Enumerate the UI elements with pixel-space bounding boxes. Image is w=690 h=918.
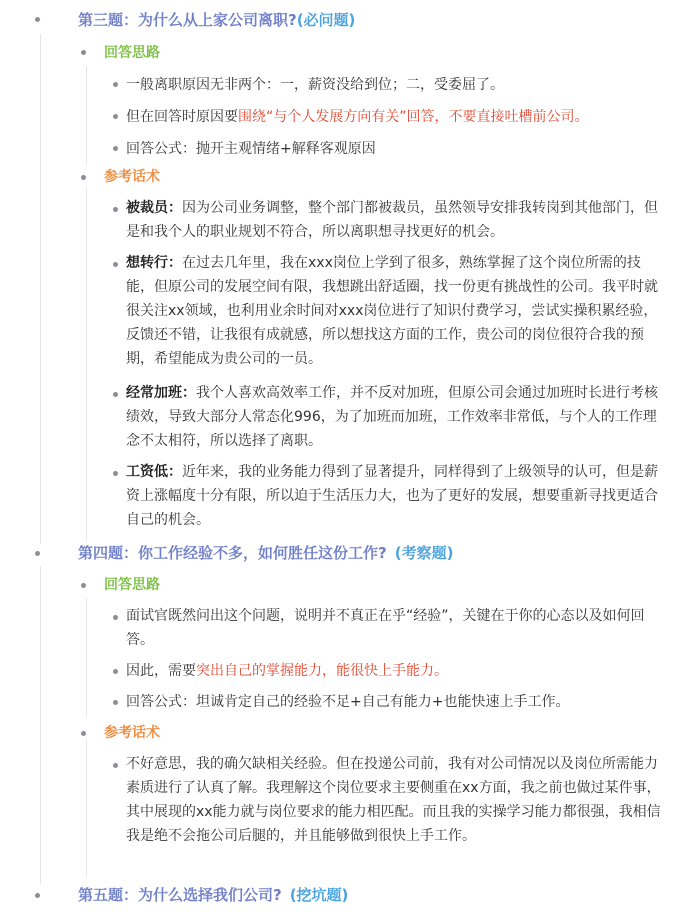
q3-script-item-text: 因为公司业务调整，整个部门都被裁员，虽然领导安排我转岗到其他部门，但是和我个人的职业规划不符合，所以离职想寻找更好的机会。: [126, 200, 658, 240]
q3-approach-point-2: [126, 105, 589, 129]
bullet: [113, 471, 118, 476]
outline-guide-q4-script: [86, 740, 87, 876]
bullet: [113, 669, 118, 674]
outline-guide-q3: [40, 34, 41, 544]
bullet: [35, 893, 40, 898]
q3-approach-point-1: 一般离职原因无非两个：一，薪资没给到位；二，受委屈了。: [126, 77, 504, 93]
q4-approach-formula: 回答公式：坦诚肯定自己的经验不足+自己有能力+也能快速上手工作。: [126, 694, 570, 710]
q3-script-item-text: 我个人喜欢高效率工作，并不反对加班，但原公司会通过加班时长进行考核绩效，导致大部分人常态化996，为了加班而加班，工作效率非常低，与个人的工作理念不太相符，所以选择了离职。: [126, 385, 658, 449]
q3-script-item-label: 想转行：: [126, 255, 182, 271]
question-3-tag: (必问题): [296, 11, 356, 29]
bullet: [81, 50, 86, 55]
q4-approach-point-2: [126, 659, 448, 683]
q3-script-item-text: 在过去几年里，我在xxx岗位上学到了很多，熟练掌握了这个岗位所需的技能，但原公司的发展空间有限，我想跳出舒适圈，找一份更有挑战性的公司。我平时就很关注xx领域，也利用业余时间对xxx岗位进行了知识付费学习，尝试实操积累经验，反馈还不错，让我很有成就感，所以想找这方面的工作，贵公司的岗位很符合我的预期，希望能成为贵公司的一员。: [126, 255, 658, 367]
q3-approach-formula: 回答公式：抛开主观情绪+解释客观原因: [126, 141, 376, 157]
question-4-title: 第四题：你工作经验不多，如何胜任这份工作?: [78, 544, 387, 562]
q3-script-item-laid-off: [126, 196, 666, 244]
bullet: [81, 583, 86, 588]
question-5-title: 第五题：为什么选择我们公司?: [78, 886, 282, 904]
bullet: [113, 262, 118, 267]
outline-guide-q4: [40, 566, 41, 884]
q3-script-item-label: 经常加班：: [126, 385, 196, 401]
bullet: [113, 700, 118, 705]
q3-approach-point-2-highlight: 围绕“与个人发展方向有关”回答，不要直接吐槽前公司。: [238, 109, 589, 125]
q3-script-heading: 参考话术: [104, 169, 160, 185]
question-5-tag: (挖坑题): [289, 886, 349, 904]
bullet: [113, 82, 118, 87]
question-4-heading: [78, 542, 453, 564]
q3-approach-heading: 回答思路: [104, 45, 160, 61]
bullet: [113, 114, 118, 119]
bullet: [113, 763, 118, 768]
q4-approach-point-2-highlight: 突出自己的掌握能力，能很快上手能力。: [196, 663, 448, 679]
bullet: [35, 551, 40, 556]
bullet: [35, 17, 40, 22]
q4-approach-point-2-text: 因此，需要: [126, 663, 196, 679]
question-3-title: 第三题：为什么从上家公司离职?: [78, 11, 297, 29]
q3-script-item-career-change: [126, 251, 666, 371]
q3-script-item-label: 工资低：: [126, 464, 182, 480]
q3-script-item-low-salary: [126, 460, 666, 532]
bullet: [81, 175, 86, 180]
bullet: [113, 615, 118, 620]
bullet: [113, 146, 118, 151]
q4-script-heading: 参考话术: [104, 725, 160, 741]
question-5-heading: [78, 884, 348, 906]
q3-approach-point-2-text: 但在回答时原因要: [126, 109, 238, 125]
question-4-tag: (考察题): [394, 544, 454, 562]
q3-script-item-text: 近年来，我的业务能力得到了显著提升，同样得到了上级领导的认可，但是薪资上涨幅度十分有限，所以迫于生活压力大，也为了更好的发展，想要重新寻找更适合自己的机会。: [126, 464, 658, 528]
bullet: [113, 207, 118, 212]
question-3-heading: [78, 9, 355, 31]
bullet: [81, 731, 86, 736]
q3-script-item-overtime: [126, 381, 666, 453]
q4-approach-heading: 回答思路: [104, 577, 160, 593]
bullet: [113, 392, 118, 397]
outline-guide-q3-approach: [86, 66, 87, 164]
q4-script-text: 不好意思，我的确欠缺相关经验。但在投递公司前，我有对公司情况以及岗位所需能力素质进行了认真了解。我理解这个岗位要求主要侧重在xx方面，我之前也做过某件事，其中展现的xx能力就与岗位要求的能力相匹配。而且我的实操学习能力都很强，我相信我是绝不会拖公司后腿的，并且能够做到很快上手工作。: [126, 756, 661, 844]
q3-script-item-label: 被裁员：: [126, 200, 182, 216]
outline-guide-q3-script: [86, 188, 87, 540]
outline-guide-q4-approach: [86, 598, 87, 716]
q4-approach-point-1: 面试官既然问出这个问题，说明并不真正在乎“经验”，关键在于你的心态以及如何回答。: [126, 608, 645, 648]
